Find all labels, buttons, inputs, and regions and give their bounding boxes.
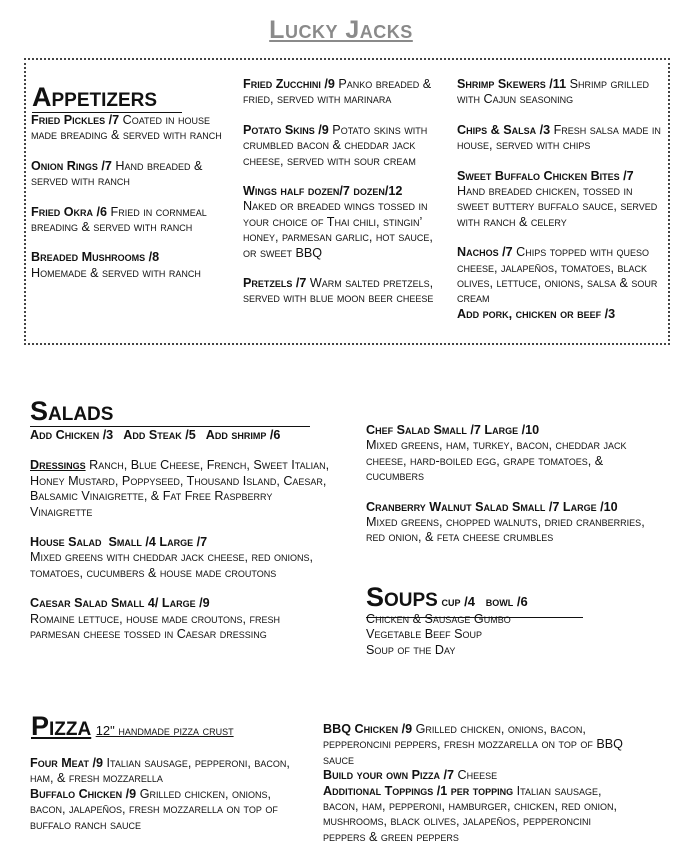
menu-item: Chips & Salsa /3 Fresh salsa made in house, served with chips [457, 122, 661, 153]
appetizers-heading: Appetizers [32, 82, 182, 113]
salads-right-column [366, 423, 661, 561]
appetizers-col-3 [457, 77, 663, 322]
menu-item: Pretzels /7 Warm salted pretzels, served with blue moon beer cheese [243, 276, 434, 306]
salads-heading: Salads [30, 396, 310, 427]
menu-item: Cranberry Walnut Salad Small /7 Large /10 Mixed greens, chopped walnuts, dried cranberries, red onion, & feta cheese crumbles [366, 499, 645, 545]
menu-item: Sweet Buffalo Chicken Bites /7 Hand breaded chicken, tossed in sweet buttery buffalo sauce, served with ranch & celery [457, 168, 658, 229]
salad-addons: Add Chicken /3 Add Steak /5 Add shrimp /6 [30, 428, 281, 442]
menu-item: Build your own Pizza /7 Cheese [323, 768, 498, 783]
soup-item: Chicken & Sausage Gumbo [366, 612, 511, 626]
soup-item: Vegetable Beef Soup [366, 627, 483, 642]
appetizers-col-1 [31, 113, 231, 296]
menu-item: Buffalo Chicken /9 Grilled chicken, onions, bacon, jalapeños, fresh mozzarella on top of buffalo ranch sauce [30, 786, 278, 832]
menu-item: Onion Rings /7 Hand breaded & served with ranch [31, 158, 203, 189]
menu-item: Breaded Mushrooms /8 Homemade & served with ranch [31, 250, 201, 280]
nachos-addon: Add pork, chicken or beef /3 [457, 306, 616, 321]
pizza-subtitle: 12" handmade pizza crust [95, 723, 234, 738]
pizza-right-column [323, 722, 628, 845]
menu-item: Shrimp Skewers /11 Shrimp grilled with Cajun seasoning [457, 77, 650, 107]
menu-item: Fried Pickles /7 Coated in house made breading & served with ranch [31, 113, 222, 143]
restaurant-title: Lucky Jacks [269, 16, 413, 44]
pizza-left-column [30, 756, 305, 833]
menu-item: Nachos /7 Chips topped with queso cheese, jalapeños, tomatoes, black olives, lettuce, onions, salsa & sour cream [457, 245, 658, 306]
menu-item: Caesar Salad Small 4/ Large /9 Romaine lettuce, house made croutons, fresh parmesan cheese tossed in Caesar dressing [30, 596, 280, 642]
menu-item: BBQ Chicken /9 Grilled chicken, onions, bacon, pepperoncini peppers, fresh mozzarella on top of BBQ sauce [323, 722, 623, 767]
soups-heading: Soups cup /4 bowl /6 [366, 582, 583, 618]
menu-item: Chef Salad Small /7 Large /10 Mixed greens, ham, turkey, bacon, cheddar jack cheese, hard-boiled egg, grape tomatoes, & cucumbers [366, 423, 627, 484]
menu-item: Fried Okra /6 Fried in cornmeal breading & served with ranch [31, 204, 207, 235]
menu-item: Fried Zucchini /9 Panko breaded & fried, served with marinara [243, 77, 432, 107]
appetizers-col-2 [243, 77, 448, 322]
soup-item: Soup of the Day [366, 642, 456, 657]
pizza-heading: Pizza 12" handmade pizza crust [31, 711, 234, 741]
menu-item: Additional Toppings /1 per topping Italian sausage, bacon, ham, pepperoni, hamburger, chicken, red onion, mushrooms, black olives, jalapeños, pepperoncini peppers & green peppers [323, 783, 618, 844]
menu-item: Wings half dozen/7 dozen/12 Naked or breaded wings tossed in your choice of Thai chili, stingin’ honey, parmesan garlic, hot sauce, or sweet BBQ [243, 184, 433, 260]
menu-item: Potato Skins /9 Potato skins with crumbled bacon & cheddar jack cheese, served with sour cream [243, 122, 428, 168]
salads-left-column [30, 428, 330, 657]
menu-item: House Salad Small /4 Large /7 Mixed greens with cheddar jack cheese, red onions, tomatoes, cucumbers & house made croutons [30, 535, 314, 580]
soups-list [366, 612, 656, 658]
dressings: Dressings Ranch, Blue Cheese, French, Sweet Italian, Honey Mustard, Poppyseed, Thousand Island, Caesar, Balsamic Vinaigrette, & Fat Free Raspberry Vinaigrette [30, 458, 330, 519]
menu-item: Four Meat /9 Italian sausage, pepperoni, bacon, ham, & fresh mozzarella [30, 756, 290, 786]
